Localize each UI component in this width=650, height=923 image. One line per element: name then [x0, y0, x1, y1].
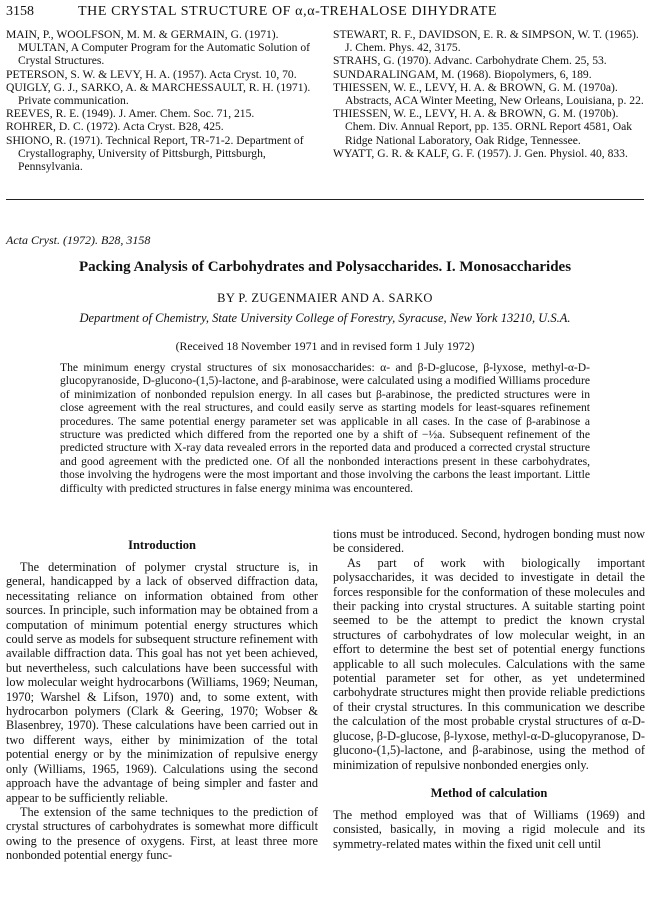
journal-citation: Acta Cryst. (1972). B28, 3158 — [6, 233, 151, 247]
references-left-column — [6, 28, 318, 173]
reference-item: THIESSEN, W. E., LEVY, H. A. & BROWN, G. M. (1970b). Chem. Div. Annual Report, pp. 135. ORNL Report 4581, Oak Ridge National Laboratory, Oak Ridge, Tennessee. — [333, 107, 633, 147]
reference-item: SUNDARALINGAM, M. (1968). Biopolymers, 6, 189. — [333, 67, 592, 81]
body-left-column — [6, 538, 318, 863]
body-paragraph: The determination of polymer crystal structure is, in general, handicapped by a lack of observed diffraction data, necessitating reliance on information obtained from other sources. In principle, such information may be obtained from a computation of minimum potential energy structures which could serve as models for subsequent structure refinement with available diffraction data. This goal has not yet been achieved, but nevertheless, such calculations have been successful with low molecular weight hydrocarbons (Williams, 1969; Neuman, 1970; Warshel & Lifson, 1970) and, to some extent, with hydrocarbon polymers (Clark & Geering, 1970; Wobser & Blasenbrey, 1970). These calculations have been carried out in two different ways, either by minimization of the total potential energy or by the minimization of repulsive energy only (Williams, 1965, 1969). Calculations using the second approach have the advantage of being simpler and faster and appear to be sufficiently reliable. — [6, 560, 318, 805]
page-number: 3158 — [6, 4, 34, 19]
reference-item: QUIGLY, G. J., SARKO, A. & MARCHESSAULT, R. H. (1971). Private communication. — [6, 80, 311, 108]
running-title: THE CRYSTAL STRUCTURE OF α,α-TREHALOSE DIHYDRATE — [78, 4, 498, 19]
article-authors: BY P. ZUGENMAIER AND A. SARKO — [217, 291, 433, 305]
reference-item: THIESSEN, W. E., LEVY, H. A. & BROWN, G. M. (1970a). Abstracts, ACA Winter Meeting, New Orleans, Louisiana, p. 22. — [333, 80, 644, 108]
page-header — [6, 2, 644, 22]
reference-item: ROHRER, D. C. (1972). Acta Cryst. B28, 425. — [6, 120, 224, 134]
body-paragraph: The method employed was that of Williams (1969) and consisted, basically, in moving a rigid molecule and its symmetry-related mates within the fixed unit cell until — [333, 807, 645, 851]
body-right-column — [333, 527, 645, 851]
reference-item: SHIONO, R. (1971). Technical Report, TR-71-2. Department of Crystallography, University of Pittsburgh, Pittsburgh, Pennsylvania. — [6, 133, 304, 174]
abstract: The minimum energy crystal structures of six monosaccharides: α- and β-D-glucose, β-lyxose, methyl-α-D-glucopyranoside, D-glucono-(1,5)-lactone, and β-arabinose, were calculated using a modified Williams procedure of minimization of nonbonded repulsion energy. In all cases but β-arabinose, the predicted structures were in close agreement with the real structures, and could easily serve as starting models for least-squares refinement procedures. The same potential energy parameter set was applicable in all cases. In the case of β-arabinose a structure was predicted which differed from the reported one by a shift of −½a. Subsequent refinement of the predicted structure with X-ray data revealed errors in the reported data and produced a corrected crystal structure and good agreement with the predicted one. Of all the nonbonded interactions present in these carbohydrates, those involving the hydrogens were the most important and those involving the carbons the least important. Little difficulty with predicted structures in false energy minima was encountered. — [60, 361, 590, 495]
article-title: Packing Analysis of Carbohydrates and Polysaccharides. I. Monosaccharides — [78, 259, 572, 275]
reference-item: STRAHS, G. (1970). Advanc. Carbohydrate Chem. 25, 53. — [333, 54, 607, 68]
section-divider — [6, 199, 644, 200]
reference-item: WYATT, G. R. & KALF, G. F. (1957). J. Gen. Physiol. 40, 833. — [333, 146, 628, 160]
method-heading: Method of calculation — [430, 785, 548, 800]
author-affiliation: Department of Chemistry, State University College of Forestry, Syracuse, New York 13210, U.S.A. — [79, 311, 571, 325]
body-paragraph: As part of work with biologically important polysaccharides, it was decided to investigate in detail the forces responsible for the conformation of these molecules and their packing into crystal structures. A suitable starting point seemed to be the attempt to predict the known crystal structures of carbohydrates of low molecular weight, in an effort to determine the best set of potential energy functions applicable to all such molecules. Calculations with the same potential parameter set for other, as yet undetermined carbohydrate structures might then provide reliable predictions of their crystal structures. In this communication we describe the calculation of the most probable crystal structures of α-D-glucose, β-D-glucose, β-lyxose, methyl-α-D-glucopyranose, D-glucono-(1,5)-lactone, and β-arabinose, using the method of minimization of repulsive nonbonded energies only. — [333, 555, 645, 772]
reference-item: MAIN, P., WOOLFSON, M. M. & GERMAIN, G. (1971). MULTAN, A Computer Program for the Automatic Solution of Crystal Structures. — [6, 28, 311, 68]
reference-item: STEWART, R. F., DAVIDSON, E. R. & SIMPSON, W. T. (1965). J. Chem. Phys. 42, 3175. — [333, 28, 639, 55]
reference-item: REEVES, R. E. (1949). J. Amer. Chem. Soc. 71, 215. — [6, 107, 255, 121]
body-paragraph: The extension of the same techniques to the prediction of crystal structures of carbohydrates is somewhat more difficult owing to the presence of oxygens. First, at least three more nonbonded potential energy func- — [6, 804, 318, 863]
references-right-column — [333, 28, 645, 160]
reference-item: PETERSON, S. W. & LEVY, H. A. (1957). Acta Cryst. 10, 70. — [6, 67, 297, 81]
body-paragraph-continuation: tions must be introduced. Second, hydrogen bonding must now be considered. — [333, 527, 645, 556]
received-dates: (Received 18 November 1971 and in revised form 1 July 1972) — [175, 339, 475, 353]
introduction-heading: Introduction — [128, 538, 196, 552]
